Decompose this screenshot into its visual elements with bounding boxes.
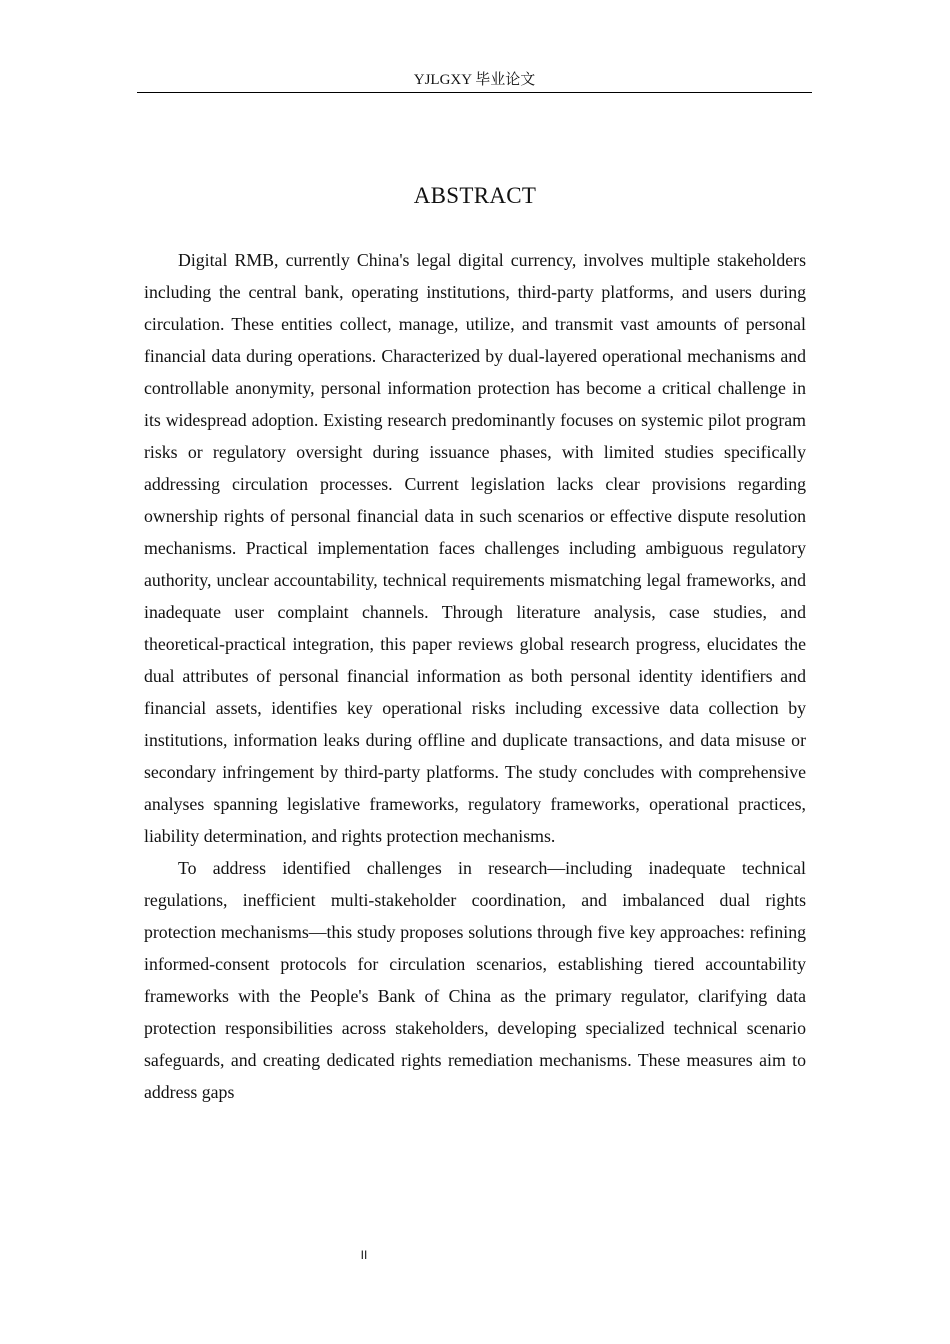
abstract-paragraph-1: Digital RMB, currently China's legal digital currency, involves multiple stakeholders including the central bank, operating institutions, third-party platforms, and users during circulation. These entities collect, manage, utilize, and transmit vast amounts of personal financial data during operations. Characterized by dual-layered operational mechanisms and controllable anonymity, personal information protection has become a critical challenge in its widespread adoption. Existing research predominantly focuses on systemic pilot program risks or regulatory oversight during issuance phases, with limited studies specifically addressing circulation processes. Current legislation lacks clear provisions regarding ownership rights of personal financial data in such scenarios or effective dispute resolution mechanisms. Practical implementation faces challenges including ambiguous regulatory authority, unclear accountability, technical requirements mismatching legal frameworks, and inadequate user complaint channels. Through literature analysis, case studies, and theoretical-practical integration, this paper reviews global research progress, elucidates the dual attributes of personal financial information as both personal identity identifiers and financial assets, identifies key operational risks including excessive data collection by institutions, information leaks during offline and duplicate transactions, and data misuse or secondary infringement by third-party platforms. The study concludes with comprehensive analyses spanning legislative frameworks, regulatory frameworks, operational practices, liability determination, and rights protection mechanisms. [144,250,806,846]
page-number: II [360,1248,368,1262]
header-text: YJLGXY 毕业论文 [413,72,536,88]
page-header [137,68,812,93]
abstract-body [144,244,806,1206]
abstract-paragraph-2: To address identified challenges in research—including inadequate technical regulations, inefficient multi-stakeholder coordination, and imbalanced dual rights protection mechanisms—this study proposes solutions through five key approaches: refining informed-consent protocols for circulation scenarios, establishing tiered accountability frameworks with the People's Bank of China as the primary regulator, clarifying data protection responsibilities across stakeholders, developing specialized technical scenario safeguards, and creating dedicated rights remediation mechanisms. These measures aim to address gaps [144,858,806,1102]
abstract-title: ABSTRACT [413,183,537,208]
